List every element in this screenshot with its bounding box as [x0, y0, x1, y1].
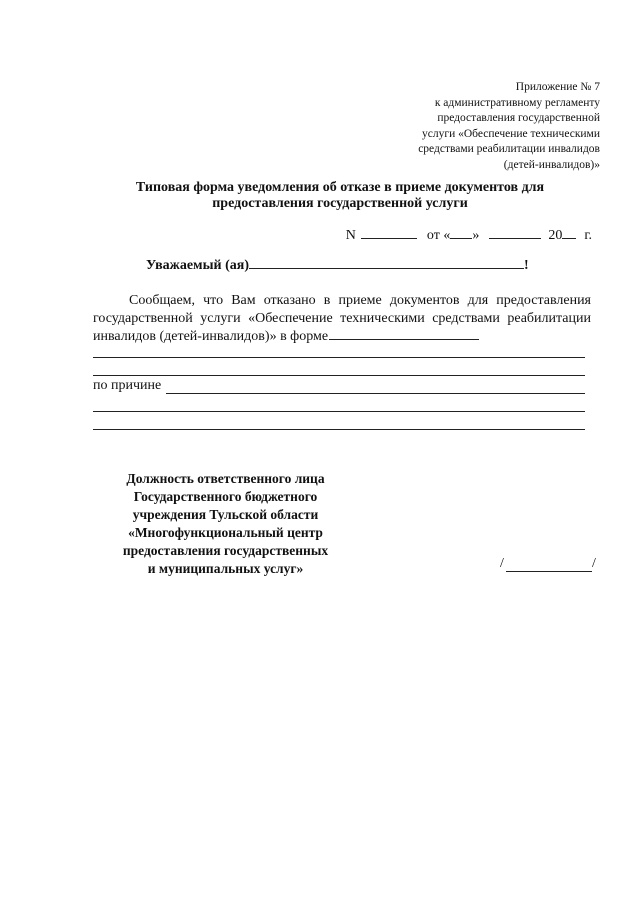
fill-line [93, 375, 585, 376]
year-blank [562, 238, 576, 239]
reason-label: по причине [93, 378, 162, 393]
year-suffix: г. [584, 228, 592, 243]
title-line: Типовая форма уведомления об отказе в приеме документов для [135, 180, 545, 195]
form-blank [329, 339, 479, 340]
position-line: учреждения Тульской области [132, 507, 319, 522]
fill-line [93, 411, 585, 412]
greeting-suffix: ! [523, 258, 529, 273]
position-line: предоставления государственных [122, 543, 329, 558]
day-blank [450, 238, 472, 239]
month-blank [489, 238, 541, 239]
refusal-paragraph [93, 292, 591, 346]
reason-blank [166, 393, 585, 394]
number-label: N [345, 228, 356, 243]
fill-line [93, 357, 585, 358]
appendix-line: предоставления государственной [437, 112, 600, 124]
appendix-line: Приложение № 7 [515, 81, 600, 93]
appendix-reference [418, 80, 600, 173]
date-from-label: от « [426, 228, 451, 243]
fill-line [93, 429, 585, 430]
position-line: Государственного бюджетного [133, 489, 318, 504]
quote-close: » [472, 228, 480, 243]
appendix-line: услуги «Обеспечение техническими [422, 127, 600, 140]
appendix-line: средствами реабилитации инвалидов [418, 143, 600, 155]
refusal-text: Сообщаем, что Вам отказано в приеме документов для предоставления государственной услуги «Обеспечение техническими средствами реабилитации инвалидов (детей-инвалидов)» в форме [93, 293, 591, 344]
document-title [80, 180, 600, 212]
signature-slash-right: / [592, 556, 596, 571]
appendix-line: (детей-инвалидов)» [503, 158, 600, 171]
recipient-name-blank [249, 268, 524, 269]
position-line: Должность ответственного лица [126, 471, 325, 486]
document-number-date [346, 228, 592, 244]
appendix-line: к административному регламенту [434, 96, 600, 109]
greeting-prefix: Уважаемый (ая) [146, 258, 249, 273]
position-line: «Многофункциональный центр [128, 525, 323, 540]
position-line: и муниципальных услуг» [147, 561, 304, 576]
year-prefix: 20 [548, 228, 563, 243]
number-blank [361, 238, 417, 239]
greeting [146, 258, 529, 274]
signature-slash-left: / [500, 556, 504, 571]
signature-blank [506, 571, 592, 572]
official-position [98, 470, 353, 578]
title-line: предоставления государственной услуги [212, 196, 468, 211]
